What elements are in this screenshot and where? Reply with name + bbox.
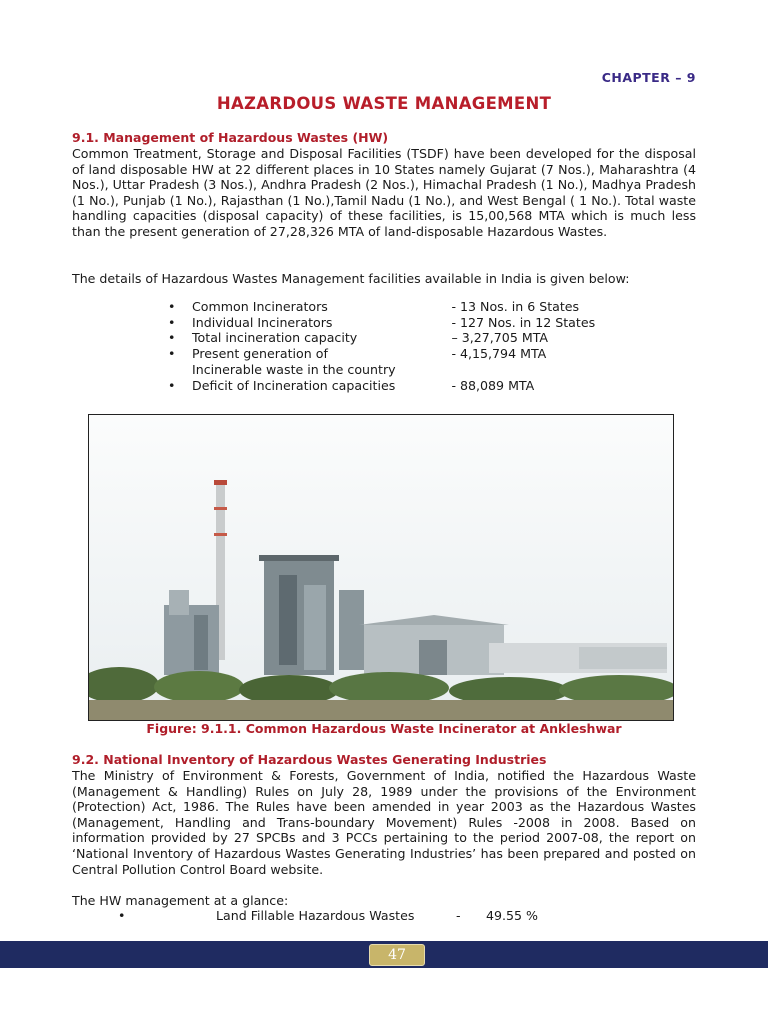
- incinerator-illustration: [89, 415, 673, 720]
- list-item-value: - 13 Nos. in 6 States: [451, 299, 580, 314]
- glance-list-item: [118, 908, 578, 923]
- glance-intro: The HW management at a glance:: [72, 893, 289, 908]
- list-item: [168, 315, 648, 331]
- glance-item-dash: -: [456, 908, 461, 923]
- list-item: [168, 299, 648, 315]
- list-item-value: - 88,089 MTA: [451, 377, 535, 393]
- list-item: [168, 378, 648, 394]
- list-item-label: Deficit of Incineration capacities: [192, 377, 396, 393]
- figure-caption: Figure: 9.1.1. Common Hazardous Waste Incinerator at Ankleshwar: [146, 721, 622, 736]
- list-item-label: Common Incinerators: [192, 299, 328, 314]
- list-item-value: - 4,15,794 MTA: [451, 346, 547, 362]
- list-item-label-line1: Present generation of: [192, 346, 328, 362]
- bullet-icon: •: [168, 299, 176, 314]
- section-9-2-paragraph: The Ministry of Environment & Forests, Government of India, notified the Hazardous Waste (Management & Handling) Rules on July 28, 1989 under the provisions of the Environment (Protection) Act, 1986. The Rules have been amended in year 2003 as the Hazardous Wastes (Management, Handling and Trans-boundary Movement) Rules -2008 in 2008. Based on information provided by 27 SPCBs and 3 PCCs pertaining to the period 2007-08, the report on ‘National Inventory of Hazardous Wastes Generating Industries’ has been prepared and posted on Central Pollution Control Board website.: [72, 768, 696, 877]
- bullet-icon: •: [118, 908, 126, 923]
- page-number: 47: [369, 944, 425, 966]
- page-title: HAZARDOUS WASTE MANAGEMENT: [216, 94, 552, 113]
- list-item-label-line2: Incinerable waste in the country: [192, 361, 396, 377]
- list-item-label: Individual Incinerators: [192, 314, 333, 330]
- list-item: [168, 346, 648, 377]
- incinerator-photo: [88, 414, 674, 721]
- bullet-icon: •: [168, 377, 176, 393]
- list-item-label: [192, 346, 451, 377]
- section-heading-9-1: 9.1. Management of Hazardous Wastes (HW): [72, 130, 389, 145]
- glance-item-label: Land Fillable Hazardous Wastes: [216, 908, 415, 923]
- chapter-label: CHAPTER – 9: [601, 70, 696, 85]
- section-9-1-paragraph: Common Treatment, Storage and Disposal Facilities (TSDF) have been developed for the disposal of land disposable HW at 22 different places in 10 States namely Gujarat (7 Nos.), Maharashtra (4 Nos.), Uttar Pradesh (3 Nos.), Andhra Pradesh (2 Nos.), Himachal Pradesh (1 No.), Madhya Pradesh (1 No.), Punjab (1 No.), Rajasthan (1 No.),Tamil Nadu (1 No.), and West Bengal ( 1 No.). Total waste handling capacities (disposal capacity) of these facilities, is 15,00,568 MTA which is much less than the present generation of 27,28,326 MTA of land-disposable Hazardous Wastes.: [72, 146, 696, 239]
- bullet-icon: •: [168, 346, 176, 362]
- bullet-icon: •: [168, 330, 176, 346]
- facilities-intro: The details of Hazardous Wastes Management facilities available in India is given below:: [72, 271, 630, 286]
- glance-item-value: 49.55 %: [486, 908, 539, 923]
- section-heading-9-2: 9.2. National Inventory of Hazardous Wastes Generating Industries: [72, 752, 547, 767]
- facilities-list: [168, 299, 648, 393]
- list-item-value: – 3,27,705 MTA: [451, 330, 549, 346]
- list-item: [168, 330, 648, 346]
- list-item-value: - 127 Nos. in 12 States: [451, 314, 596, 330]
- bullet-icon: •: [168, 314, 176, 330]
- list-item-label: Total incineration capacity: [192, 330, 358, 346]
